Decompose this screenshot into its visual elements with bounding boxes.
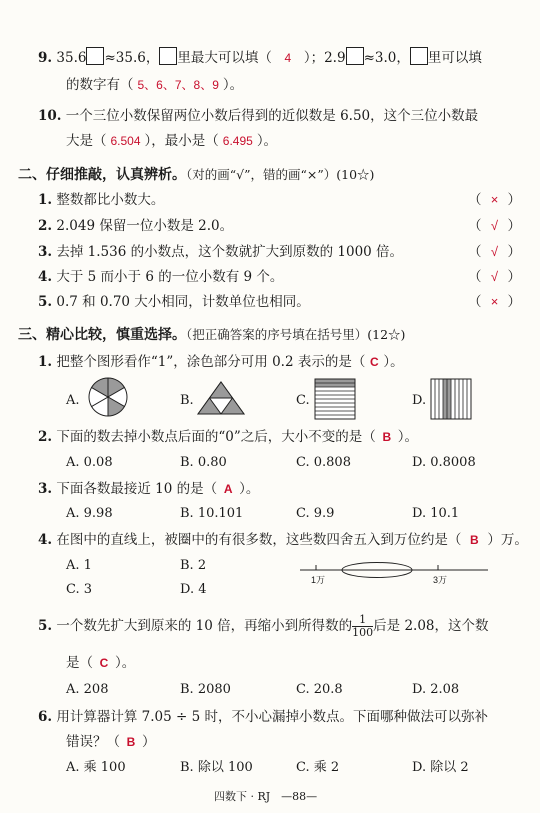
answer-letter: B — [126, 735, 136, 749]
question-9-line-1: 9. 35.6 ≈35.6， 里最大可以填（ 4 ）；2.9 ≈3.0， 里可以填 — [38, 47, 482, 68]
option-c: C. 20.8 — [296, 682, 343, 697]
option-b: B. 2 — [180, 558, 207, 573]
judge-answer-4: （ √ ） — [468, 269, 521, 285]
judge-item-4: 4. 大于 5 而小于 6 的一位小数有 9 个。 — [38, 269, 284, 285]
question-10-line-2: 大是（ 6.504 ），最小是（ 6.495 ）。 — [66, 133, 278, 149]
answer-letter: B — [382, 430, 392, 444]
choice-question-4: 4. 在图中的直线上，被圈中的有很多数，这些数四舍五入到万位约是（ B ）万。 — [38, 532, 528, 548]
horizontal-stripes-figure — [314, 378, 356, 420]
judge-item-5: 5. 0.7 和 0.70 大小相同，计数单位也相同。 — [38, 294, 310, 310]
choice-question-6-line-1: 6. 用计算器计算 7.05 ÷ 5 时，不小心漏掉小数点。下面哪种做法可以弥补 — [38, 709, 489, 725]
blank-box — [159, 47, 177, 65]
answer-text: 6.495 — [222, 134, 253, 148]
option-b: B. 2080 — [180, 682, 231, 697]
choice-question-2: 2. 下面的数去掉小数点后面的“0”之后，大小不变的是（ B ）。 — [38, 429, 419, 445]
question-number: 10. — [38, 108, 62, 124]
option-b-label: B. — [180, 393, 194, 408]
section-3-title: 三、精心比较，慎重选择。（把正确答案的序号填在括号里）(12☆) — [18, 327, 406, 343]
answer-letter: C — [370, 355, 379, 369]
judge-item-2: 2. 2.049 保留一位小数是 2.0。 — [38, 218, 234, 234]
judge-answer-1: （ × ） — [468, 192, 521, 208]
question-9-line-2: 的数字有（ 5、6、7、8、9 ）。 — [66, 77, 244, 93]
judge-answer-5: （ × ） — [468, 294, 521, 310]
answer-letter: C — [99, 656, 109, 670]
option-d: D. 0.8008 — [412, 455, 476, 470]
circle-figure — [86, 375, 130, 419]
option-a: A. 9.98 — [66, 506, 113, 521]
choice-question-6-line-2: 错误？（ B ） — [66, 734, 156, 750]
option-b: B. 10.101 — [180, 506, 244, 521]
answer-mark: × — [490, 192, 499, 207]
option-d-label: D. — [412, 393, 427, 408]
option-b: B. 除以 100 — [180, 760, 253, 775]
option-c: C. 乘 2 — [296, 760, 340, 775]
option-c-label: C. — [296, 393, 310, 408]
answer-letter: B — [470, 533, 479, 547]
choice-question-3: 3. 下面各数最接近 10 的是（ A ）。 — [38, 481, 260, 497]
choice-question-5-line-1: 5. 一个数先扩大到原来的 10 倍，再缩小到所得数的 $\frac{1}{100}$ 后是 2.08，这个数 — [38, 613, 489, 639]
fraction: $\frac{1}{100}$ — [352, 613, 374, 639]
judge-item-3: 3. 去掉 1.536 的小数点，这个数就扩大到原数的 1000 倍。 — [38, 244, 404, 260]
option-b: B. 0.80 — [180, 455, 227, 470]
option-c: C. 0.808 — [296, 455, 351, 470]
option-a: A. 1 — [66, 558, 92, 573]
page-footer: 四数下 · RJ —88— — [214, 790, 318, 803]
blank-box — [346, 47, 364, 65]
number-line-tick-3: 3万 — [433, 575, 448, 585]
answer-mark: × — [490, 294, 499, 309]
question-number: 9. — [38, 50, 53, 66]
answer-text: 6.504 — [110, 134, 141, 148]
judge-item-1: 1. 整数都比小数大。 — [38, 192, 165, 208]
option-a: A. 0.08 — [66, 455, 113, 470]
section-2-title: 二、仔细推敲，认真辨析。（对的画“√”，错的画“×”）(10☆) — [18, 167, 375, 183]
choice-question-5-line-2: 是（ C ）。 — [66, 655, 136, 671]
option-a: A. 乘 100 — [66, 760, 126, 775]
option-d: D. 10.1 — [412, 506, 460, 521]
blank-box — [86, 47, 104, 65]
blank-box — [410, 47, 428, 65]
option-d: D. 4 — [180, 582, 207, 597]
answer-mark: √ — [490, 244, 499, 259]
answer-mark: √ — [490, 269, 499, 284]
question-10-line-1: 10. 一个三位小数保留两位小数后得到的近似数是 6.50，这个三位小数最 — [38, 108, 479, 124]
vertical-stripes-figure — [430, 378, 472, 420]
answer-text: 4 — [284, 51, 292, 65]
answer-mark: √ — [490, 218, 499, 233]
answer-text: 5、6、7、8、9 — [137, 78, 219, 92]
option-d: D. 除以 2 — [412, 760, 469, 775]
judge-answer-2: （ √ ） — [468, 218, 521, 234]
option-a-label: A. — [66, 393, 80, 408]
option-a: A. 208 — [66, 682, 109, 697]
judge-answer-3: （ √ ） — [468, 244, 521, 260]
option-c: C. 3 — [66, 582, 93, 597]
choice-question-1: 1. 把整个图形看作“1”，涂色部分可用 0.2 表示的是（ C ）。 — [38, 354, 404, 370]
number-line-figure — [296, 556, 492, 588]
answer-letter: A — [223, 482, 233, 496]
option-d: D. 2.08 — [412, 682, 460, 697]
triangle-figure — [196, 380, 246, 416]
option-c: C. 9.9 — [296, 506, 335, 521]
number-line-tick-1: 1万 — [311, 575, 326, 585]
